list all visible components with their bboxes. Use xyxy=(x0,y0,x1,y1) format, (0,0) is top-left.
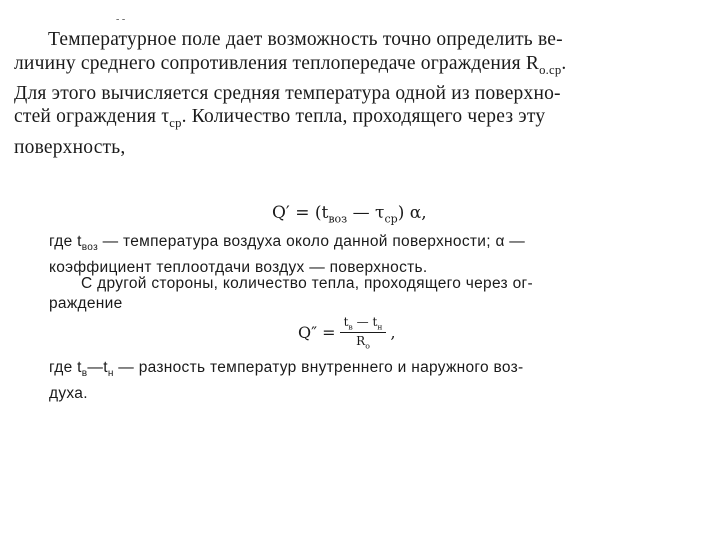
text-span: стей ограждения τ xyxy=(14,106,170,128)
text-line xyxy=(14,82,694,106)
text-span: где t xyxy=(49,233,82,250)
formula-part: Q″ = xyxy=(298,323,336,343)
formula-part: Q′ = (t xyxy=(272,203,329,223)
text-line xyxy=(14,136,694,160)
fraction-numerator xyxy=(340,315,387,333)
subscript: о.ср xyxy=(539,62,562,77)
subscript: ср xyxy=(169,116,182,131)
subscript: н xyxy=(377,322,383,332)
formula-part: , xyxy=(390,323,396,343)
fraction xyxy=(340,315,387,351)
intro-paragraph xyxy=(14,28,694,159)
subscript: в xyxy=(81,368,88,380)
text-span: коэффициент теплоотдачи воздух — поверхность. xyxy=(49,259,428,277)
text-span: личину среднего сопротивления теплопередаче ограждения R xyxy=(14,52,540,74)
text-span: где t xyxy=(49,359,82,376)
scan-speck: - - xyxy=(116,14,126,25)
text-line xyxy=(49,232,669,258)
formula-part: R xyxy=(356,334,366,349)
text-span: . xyxy=(561,52,567,74)
formula-part: ) α, xyxy=(397,203,427,223)
subscript: в xyxy=(348,322,353,332)
text-line xyxy=(49,384,669,404)
formula-part: — τ xyxy=(347,203,385,223)
text-span: . Количество тепла, проходящего через эту xyxy=(181,106,546,128)
definition-block-2 xyxy=(49,358,669,404)
text-span: — разность температур внутреннего и наружного воз- xyxy=(113,359,524,376)
text-line xyxy=(49,274,669,294)
subscript: о xyxy=(365,341,370,351)
text-span: —t xyxy=(87,359,108,376)
formula-part: t xyxy=(343,315,349,329)
text-span: поверхность, xyxy=(14,136,126,158)
subscript: н xyxy=(107,368,114,380)
paragraph-2 xyxy=(49,274,669,314)
subscript: воз xyxy=(328,212,348,226)
subscript: воз xyxy=(81,242,98,254)
text-span: раждение xyxy=(49,295,123,312)
text-span: Температурное поле дает возможность точно определить ве- xyxy=(48,29,563,50)
definition-block-1 xyxy=(49,232,669,278)
text-span: — температура воздуха около данной поверхности; α — xyxy=(97,233,526,250)
formula-q-double-prime xyxy=(298,315,396,351)
text-line xyxy=(49,358,669,384)
text-span: духа. xyxy=(49,385,88,403)
subscript: ср xyxy=(384,212,398,226)
formula-q-prime xyxy=(272,203,427,225)
formula-part: — t xyxy=(352,315,378,329)
fraction-denominator xyxy=(356,333,370,350)
text-span: Для этого вычисляется средняя температура одной из поверхно- xyxy=(14,82,561,104)
text-line xyxy=(14,52,694,82)
text-line xyxy=(14,105,694,135)
text-line xyxy=(49,294,669,314)
text-line xyxy=(14,28,694,52)
text-span: С другой стороны, количество тепла, проходящего через ог- xyxy=(81,275,533,292)
